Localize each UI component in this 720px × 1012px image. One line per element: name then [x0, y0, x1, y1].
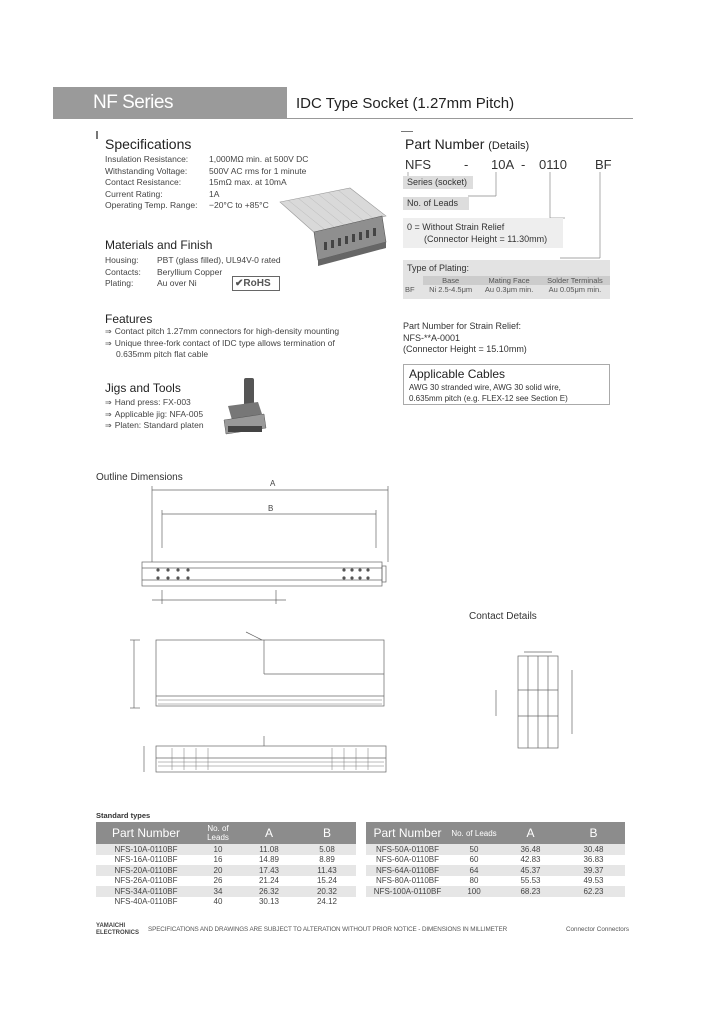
hand-press-image	[218, 376, 268, 438]
table-row: NFS-34A-0110BF 34 26.32 20.32	[96, 886, 356, 897]
part-number-heading: Part Number (Details)	[405, 136, 530, 152]
table-row: NFS-26A-0110BF 26 21.24 15.24	[114, 876, 338, 886]
footer-notice: SPECIFICATIONS AND DRAWINGS ARE SUBJECT TO ALTERATION WITHOUT PRIOR NOTICE - DIMENSIONS IN MILLIMETER	[148, 926, 508, 933]
standard-header-row: Part Number No. of Leads A B	[366, 822, 625, 844]
feature-item: ⇒ Contact pitch 1.27mm connectors for high-density mounting	[105, 326, 365, 338]
table-row: NFS-60A-0110BF 60 42.83 36.83	[376, 855, 604, 865]
standard-table-left	[96, 822, 356, 907]
check-icon: ✔	[235, 278, 244, 289]
outline-heading: Outline Dimensions	[96, 472, 183, 483]
standard-table-right	[366, 822, 625, 897]
standard-header-row: Part Number No. of Leads A B	[96, 822, 356, 844]
features-heading: Features	[105, 312, 153, 326]
cables-box	[403, 364, 610, 405]
contact-detail-drawing	[488, 650, 598, 754]
spec-row: Current Rating: 1A	[105, 188, 220, 199]
spec-row: Insulation Resistance: 1,000MΩ min. at 500V DC	[105, 154, 309, 164]
title-rule	[287, 118, 633, 119]
standard-types-heading: Standard types	[96, 811, 151, 820]
table-row: NFS-20A-0110BF 20 17.43 11.43	[96, 865, 356, 876]
plating-box	[403, 260, 610, 299]
jig-item: ⇒ Platen: Standard platen	[105, 420, 204, 432]
feature-item: ⇒ Unique three-fork contact of IDC type allows termination of	[105, 338, 365, 350]
cables-text: AWG 30 stranded wire, AWG 30 solid wire, 0.635mm pitch (e.g. FLEX-12 see Section E)	[409, 383, 568, 403]
outline-drawing	[96, 478, 416, 798]
jigs-list	[105, 397, 204, 432]
table-row: NFS-10A-0110BF 10 11.08 5.08	[96, 844, 356, 855]
dimension-b-label: B	[268, 504, 274, 513]
material-row: Contacts: Beryllium Copper	[105, 266, 223, 277]
table-row: NFS-64A-0110BF 64 45.37 39.37	[366, 865, 625, 876]
materials-list	[105, 255, 335, 290]
footer-right-label: Connector Connectors	[566, 926, 630, 933]
plating-header-row: Base Mating Face Solder Terminals	[403, 276, 610, 285]
table-row: NFS-80A-0110BF 80 55.53 49.53	[376, 876, 604, 886]
table-row: NFS-100A-0110BF 100 68.23 62.23	[366, 886, 625, 897]
table-row: NFS-50A-0110BF 50 36.48 30.48	[366, 844, 625, 855]
strain-relief-option: 0 = Without Strain Relief (Connector Height = 11.30mm)	[403, 218, 563, 248]
jig-item: ⇒ Hand press: FX-003	[105, 397, 204, 409]
material-row: Housing: PBT (glass filled), UL94V-0 rated	[105, 255, 281, 265]
contact-details-heading: Contact Details	[469, 611, 537, 622]
section-marker	[401, 131, 413, 132]
plating-row: BF Ni 2.5-4.5μm Au 0.3μm min. Au 0.05μm min.	[405, 285, 602, 294]
dimension-a-label: A	[270, 479, 276, 488]
strain-relief-note: Part Number for Strain Relief: NFS-**A-0001 (Connector Height = 15.10mm)	[403, 321, 527, 354]
series-title: NF Series	[93, 92, 173, 113]
section-marker	[96, 131, 98, 139]
cables-heading: Applicable Cables	[409, 367, 506, 381]
features-list	[105, 326, 365, 361]
plating-heading: Type of Plating:	[407, 263, 470, 273]
table-row: NFS-40A-0110BF 40 30.13 24.12	[114, 897, 338, 907]
jig-item: ⇒ Applicable jig: NFA-005	[105, 409, 204, 421]
leads-label: No. of Leads	[403, 197, 469, 210]
spec-row: Contact Resistance: 15mΩ max. at 10mA	[105, 177, 287, 187]
specs-heading: Specifications	[105, 136, 192, 152]
spec-row: Withstanding Voltage: 500V AC rms for 1 minute	[105, 165, 307, 176]
series-label: Series (socket)	[403, 176, 473, 189]
part-number-code: NFS - 10A - 0110 BF	[405, 157, 612, 172]
table-row: NFS-16A-0110BF 16 14.89 8.89	[114, 855, 335, 865]
material-row: Plating: Au over Ni	[105, 278, 197, 288]
document-title: IDC Type Socket (1.27mm Pitch)	[296, 95, 515, 112]
feature-item: 0.635mm pitch flat cable	[116, 349, 209, 359]
yamaichi-logo: YAMAICHI ELECTRONICS	[96, 923, 140, 936]
series-banner	[53, 87, 287, 119]
spec-row: Operating Temp. Range: −20°C to +85°C	[105, 200, 269, 210]
plating-table	[403, 276, 610, 294]
materials-heading: Materials and Finish	[105, 238, 213, 252]
rohs-badge: ✔RoHS	[232, 276, 280, 291]
jigs-heading: Jigs and Tools	[105, 381, 181, 395]
